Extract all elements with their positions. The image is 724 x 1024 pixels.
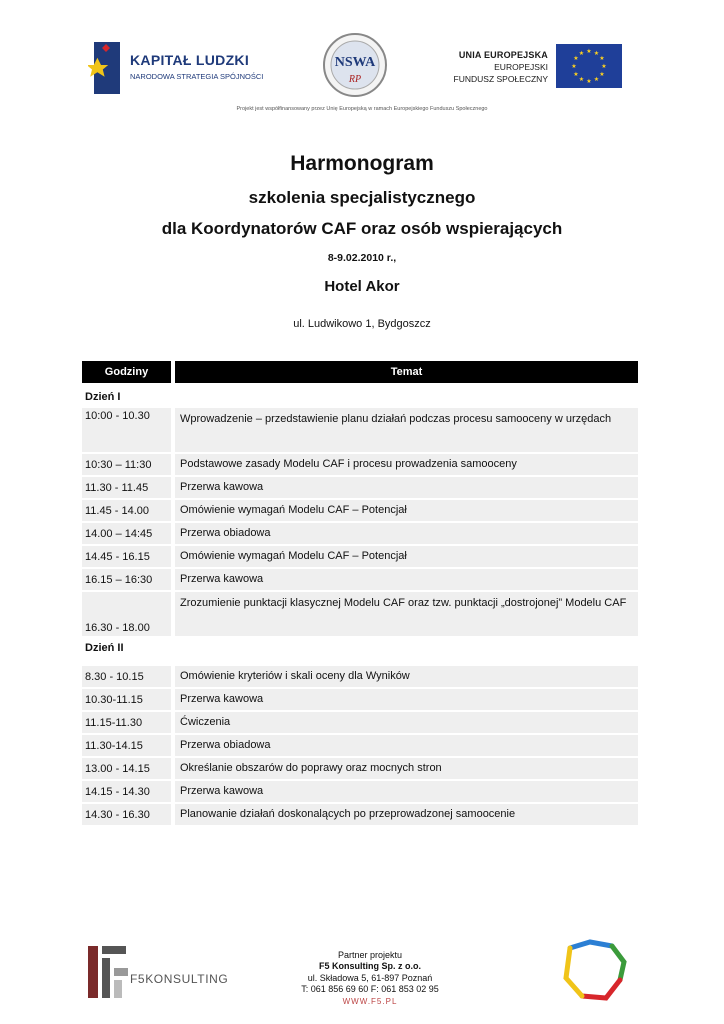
header-hours: Godziny	[82, 361, 171, 383]
row-topic: Zrozumienie punktacji klasycznej Modelu CAF oraz tzw. punktacji „dostrojonej” Modelu CAF	[175, 592, 638, 636]
row-time: 14.30 - 16.30	[82, 804, 171, 825]
row-topic: Przerwa kawowa	[175, 477, 638, 498]
row-time: 11.30-14.15	[82, 735, 171, 756]
table-header	[82, 361, 638, 383]
event-address: ul. Ludwikowo 1, Bydgoszcz	[293, 318, 431, 330]
table-row	[82, 569, 638, 590]
row-topic: Ćwiczenia	[175, 712, 638, 733]
partner-block	[262, 950, 478, 1007]
event-venue: Hotel Akor	[324, 278, 400, 295]
svg-text:★: ★	[573, 55, 579, 62]
day-label: Dzień II	[85, 642, 124, 654]
kapital-ludzki-star-icon	[88, 38, 122, 96]
kapital-ludzki-subtitle: NARODOWA STRATEGIA SPÓJNOŚCI	[130, 72, 264, 81]
day-label: Dzień I	[85, 391, 121, 403]
row-time: 11.30 - 11.45	[82, 477, 171, 498]
row-topic: Przerwa obiadowa	[175, 735, 638, 756]
seal-text: NSWA	[334, 55, 376, 70]
kapital-ludzki-logo	[88, 38, 268, 98]
row-topic: Podstawowe zasady Modelu CAF i procesu prowadzenia samooceny	[175, 454, 638, 475]
table-row	[82, 408, 638, 452]
page-title: Harmonogram	[290, 152, 434, 175]
row-topic: Przerwa kawowa	[175, 569, 638, 590]
row-time: 10.30-11.15	[82, 689, 171, 710]
kapital-ludzki-title: KAPITAŁ LUDZKI	[130, 52, 250, 68]
table-row	[82, 666, 638, 687]
f5-logo-text: F5KONSULTING	[130, 972, 229, 986]
poland-map-logo	[560, 938, 630, 1004]
row-time: 8.30 - 10.15	[82, 666, 171, 687]
project-cofinance-note: Projekt jest współfinansowany przez Unię Europejską w ramach Europejskiego Funduszu Społecznego	[236, 106, 488, 112]
row-topic: Przerwa kawowa	[175, 781, 638, 802]
row-time: 14.15 - 14.30	[82, 781, 171, 802]
table-row	[82, 477, 638, 498]
partner-name: F5 Konsulting Sp. z o.o.	[319, 961, 421, 972]
svg-text:★: ★	[571, 63, 577, 70]
table-row	[82, 735, 638, 756]
table-row	[82, 546, 638, 567]
row-time: 14.00 – 14:45	[82, 523, 171, 544]
nswa-seal-logo	[322, 32, 388, 98]
row-time: 10:00 - 10.30	[82, 408, 171, 452]
eu-line3: FUNDUSZ SPOŁECZNY	[453, 74, 548, 84]
header-topic: Temat	[175, 361, 638, 383]
row-topic: Przerwa obiadowa	[175, 523, 638, 544]
row-topic: Wprowadzenie – przedstawienie planu działań podczas procesu samooceny w urzędach	[175, 408, 638, 452]
partner-address: ul. Składowa 5, 61-897 Poznań	[307, 972, 433, 983]
page-subtitle-1: szkolenia specjalistycznego	[248, 188, 476, 207]
page-subtitle-2: dla Koordynatorów CAF oraz osób wspierających	[161, 219, 563, 238]
row-topic: Planowanie działań doskonalących po przeprowadzonej samoocenie	[175, 804, 638, 825]
seal-subtext: RP	[348, 74, 362, 85]
row-time: 11.45 - 14.00	[82, 500, 171, 521]
eu-line2: EUROPEJSKI	[494, 62, 548, 72]
table-row	[82, 454, 638, 475]
eu-line1: UNIA EUROPEJSKA	[458, 50, 548, 60]
svg-text:★: ★	[599, 55, 605, 62]
row-time: 16.30 - 18.00	[82, 592, 171, 636]
row-time: 16.15 – 16:30	[82, 569, 171, 590]
svg-text:★: ★	[599, 71, 605, 78]
row-topic: Omówienie wymagań Modelu CAF – Potencjał	[175, 546, 638, 567]
table-row	[82, 712, 638, 733]
table-row	[82, 500, 638, 521]
svg-text:★: ★	[593, 50, 600, 57]
table-row	[82, 592, 638, 636]
row-topic: Omówienie kryteriów i skali oceny dla Wyników	[175, 666, 638, 687]
svg-text:★: ★	[601, 63, 607, 70]
event-date: 8-9.02.2010 r.,	[327, 252, 397, 264]
row-time: 14.45 - 16.15	[82, 546, 171, 567]
table-row	[82, 804, 638, 825]
schedule-table	[82, 361, 638, 825]
eu-text-block	[440, 50, 548, 84]
svg-text:★: ★	[573, 71, 579, 78]
table-row	[82, 758, 638, 779]
table-row	[82, 523, 638, 544]
row-topic: Przerwa kawowa	[175, 689, 638, 710]
row-topic: Omówienie wymagań Modelu CAF – Potencjał	[175, 500, 638, 521]
svg-text:★: ★	[578, 76, 585, 83]
eu-flag-icon	[556, 44, 622, 88]
svg-text:★: ★	[586, 78, 592, 85]
row-topic: Określanie obszarów do poprawy oraz mocnych stron	[175, 758, 638, 779]
svg-text:★: ★	[593, 76, 600, 83]
svg-text:★: ★	[586, 48, 592, 55]
row-time: 10:30 – 11:30	[82, 454, 171, 475]
table-row	[82, 781, 638, 802]
svg-text:★: ★	[578, 50, 585, 57]
page-header	[0, 30, 724, 110]
partner-website: WWW.F5.PL	[342, 996, 398, 1006]
row-time: 11.15-11.30	[82, 712, 171, 733]
partner-phone: T: 061 856 69 60 F: 061 853 02 95	[301, 984, 439, 995]
partner-label: Partner projektu	[337, 950, 403, 960]
row-time: 13.00 - 14.15	[82, 758, 171, 779]
table-row	[82, 689, 638, 710]
